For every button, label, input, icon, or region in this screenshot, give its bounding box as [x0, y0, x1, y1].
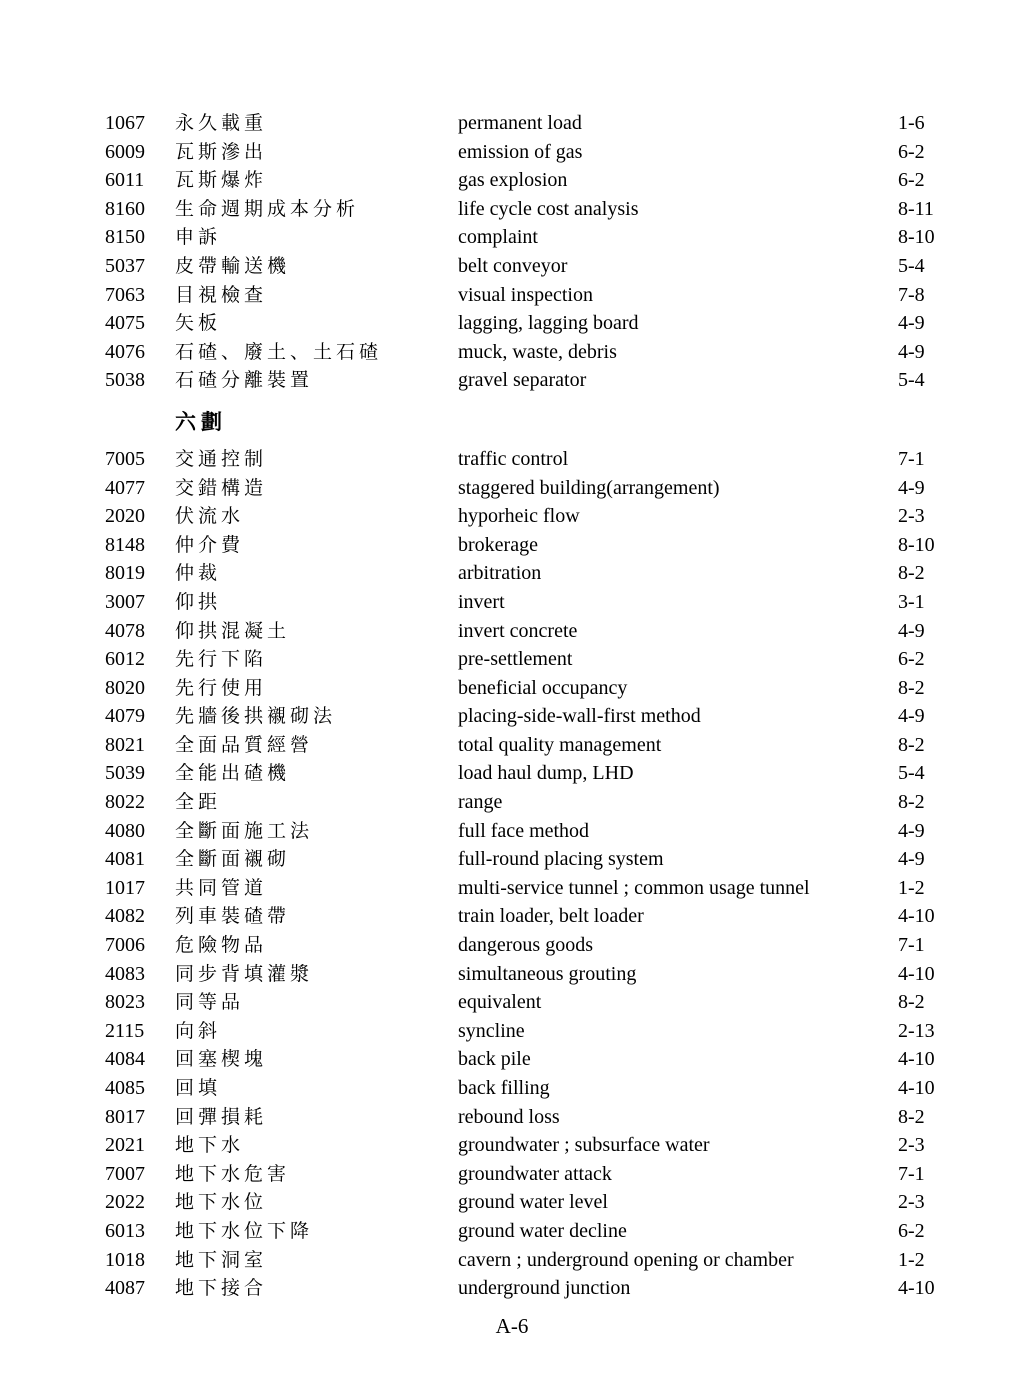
glossary-row: [105, 960, 1014, 989]
term-page-ref: 7-1: [898, 447, 925, 470]
term-english: simultaneous grouting: [458, 962, 637, 985]
glossary-row: [105, 559, 1014, 588]
term-id: 1017: [105, 876, 145, 899]
term-chinese: 永久載重: [175, 113, 268, 134]
glossary-row: [105, 1246, 1014, 1275]
term-english: belt conveyor: [458, 254, 568, 277]
term-id: 4077: [105, 476, 145, 499]
term-english: underground junction: [458, 1277, 631, 1300]
term-id: 7007: [105, 1162, 145, 1185]
term-page-ref: 3-1: [898, 590, 925, 613]
glossary-row: [105, 1188, 1014, 1217]
glossary-row: [105, 1160, 1014, 1189]
glossary-row: [105, 702, 1014, 731]
term-english: permanent load: [458, 112, 582, 134]
term-id: 4078: [105, 619, 145, 642]
term-chinese: 全斷面施工法: [175, 820, 314, 842]
term-id: 2020: [105, 505, 145, 528]
term-id: 6009: [105, 140, 145, 163]
term-chinese: 地下接合: [175, 1278, 268, 1300]
term-english: back pile: [458, 1048, 531, 1071]
term-english: full face method: [458, 819, 590, 842]
term-page-ref: 2-3: [898, 1134, 925, 1157]
term-english: placing-side-wall-first method: [458, 705, 701, 728]
term-page-ref: 4-10: [898, 1048, 935, 1071]
term-id: 7005: [105, 447, 145, 470]
term-english: hyporheic flow: [458, 505, 580, 528]
term-chinese: 列車裝碴帶: [175, 906, 291, 928]
term-chinese: 仲介費: [175, 534, 245, 556]
glossary-row: [105, 931, 1014, 960]
glossary-row: [105, 1103, 1014, 1132]
term-chinese: 地下水: [175, 1135, 245, 1157]
term-page-ref: 1-2: [898, 876, 925, 899]
term-english: load haul dump, LHD: [458, 762, 634, 785]
term-page-ref: 2-13: [898, 1019, 935, 1042]
term-english: rebound loss: [458, 1105, 560, 1128]
term-chinese: 危險物品: [175, 935, 268, 957]
term-chinese: 仰拱混凝土: [175, 620, 291, 642]
term-page-ref: 4-9: [898, 819, 925, 842]
term-id: 6012: [105, 648, 145, 671]
glossary-row: [105, 445, 1014, 474]
glossary-row: [105, 731, 1014, 760]
term-page-ref: 2-3: [898, 505, 925, 528]
term-english: equivalent: [458, 991, 542, 1014]
term-chinese: 瓦斯滲出: [175, 141, 268, 163]
term-page-ref: 2-3: [898, 1191, 925, 1214]
glossary-row: [105, 195, 1014, 224]
term-id: 8150: [105, 226, 145, 249]
glossary-row: [105, 109, 1014, 138]
glossary-row: [105, 474, 1014, 503]
term-page-ref: 1-2: [898, 1248, 925, 1271]
term-chinese: 申訴: [175, 227, 222, 249]
term-id: 4082: [105, 905, 145, 928]
term-id: 4075: [105, 312, 145, 335]
term-chinese: 先行使用: [175, 677, 268, 699]
term-chinese: 石碴分離裝置: [175, 370, 314, 392]
glossary-row: [105, 1274, 1014, 1303]
term-english: gravel separator: [458, 369, 587, 392]
glossary-row: [105, 1017, 1014, 1046]
term-page-ref: 4-10: [898, 1277, 935, 1300]
glossary-row: [105, 588, 1014, 617]
term-english: invert: [458, 590, 505, 613]
glossary-row: [105, 309, 1014, 338]
glossary-row: [105, 988, 1014, 1017]
glossary-row: [105, 1217, 1014, 1246]
term-chinese: 地下水位: [175, 1192, 268, 1214]
term-page-ref: 8-10: [898, 533, 935, 556]
glossary-row: [105, 617, 1014, 646]
term-chinese: 先牆後拱襯砌法: [175, 706, 337, 728]
page-number: A-6: [495, 1314, 529, 1338]
glossary-row: [105, 531, 1014, 560]
term-chinese: 同步背填灌漿: [175, 963, 314, 985]
glossary-row: [105, 223, 1014, 252]
term-english: brokerage: [458, 533, 538, 556]
term-chinese: 向斜: [175, 1020, 222, 1042]
term-id: 6013: [105, 1219, 145, 1242]
term-id: 2021: [105, 1134, 145, 1157]
term-id: 5039: [105, 762, 145, 785]
term-id: 4084: [105, 1048, 145, 1071]
term-id: 3007: [105, 590, 145, 613]
term-id: 5037: [105, 254, 145, 277]
term-id: 8023: [105, 991, 145, 1014]
term-english: beneficial occupancy: [458, 676, 628, 699]
term-chinese: 回彈損耗: [175, 1106, 268, 1128]
term-english: full-round placing system: [458, 848, 664, 871]
term-page-ref: 6-2: [898, 169, 925, 192]
term-page-ref: 5-4: [898, 254, 925, 277]
term-page-ref: 5-4: [898, 369, 925, 392]
term-chinese: 矢板: [175, 313, 222, 335]
glossary-row: [105, 502, 1014, 531]
term-id: 4081: [105, 848, 145, 871]
term-english: syncline: [458, 1019, 525, 1042]
term-chinese: 回塞楔塊: [175, 1049, 268, 1071]
term-id: 8020: [105, 676, 145, 699]
term-english: visual inspection: [458, 283, 593, 306]
stroke-section-header: [175, 407, 1014, 437]
term-english: multi-service tunnel ; common usage tunnel: [458, 876, 810, 899]
term-english: range: [458, 791, 503, 814]
term-english: muck, waste, debris: [458, 340, 617, 363]
glossary-row: [105, 845, 1014, 874]
glossary-row: [105, 645, 1014, 674]
term-id: 4085: [105, 1077, 145, 1099]
stroke-section-label: 六劃: [175, 409, 227, 434]
glossary-row: [105, 902, 1014, 931]
glossary-row: [105, 366, 1014, 395]
term-page-ref: 7-1: [898, 1162, 925, 1185]
glossary-row: [105, 1131, 1014, 1160]
term-english: invert concrete: [458, 619, 578, 642]
glossary-row: [105, 759, 1014, 788]
term-id: 8021: [105, 733, 145, 756]
term-english: total quality management: [458, 733, 662, 756]
term-english: staggered building(arrangement): [458, 476, 720, 499]
term-chinese: 仲裁: [175, 563, 222, 585]
term-page-ref: 8-2: [898, 991, 925, 1014]
term-page-ref: 4-10: [898, 962, 935, 985]
term-page-ref: 1-6: [898, 112, 925, 134]
term-id: 4076: [105, 340, 145, 363]
term-english: gas explosion: [458, 169, 568, 192]
term-id: 5038: [105, 369, 145, 392]
term-page-ref: 4-9: [898, 619, 925, 642]
term-english: groundwater ; subsurface water: [458, 1134, 710, 1157]
term-english: emission of gas: [458, 140, 583, 163]
term-id: 4083: [105, 962, 145, 985]
term-english: life cycle cost analysis: [458, 197, 639, 220]
term-id: 1018: [105, 1248, 145, 1271]
term-id: 4087: [105, 1277, 145, 1300]
term-id: 4080: [105, 819, 145, 842]
term-page-ref: 4-9: [898, 340, 925, 363]
term-english: traffic control: [458, 447, 569, 470]
term-page-ref: 8-11: [898, 197, 934, 220]
term-english: pre-settlement: [458, 648, 573, 671]
term-page-ref: 7-1: [898, 934, 925, 957]
term-page-ref: 8-2: [898, 791, 925, 814]
term-english: lagging, lagging board: [458, 312, 639, 335]
term-page-ref: 8-2: [898, 1105, 925, 1128]
term-chinese: 地下水危害: [175, 1163, 291, 1185]
term-chinese: 交錯構造: [175, 477, 268, 499]
glossary-row: [105, 338, 1014, 367]
glossary-row: [105, 874, 1014, 903]
term-page-ref: 6-2: [898, 1219, 925, 1242]
term-english: train loader, belt loader: [458, 905, 644, 928]
term-id: 1067: [105, 112, 145, 134]
term-chinese: 回填: [175, 1078, 222, 1099]
glossary-table: [105, 109, 1014, 1303]
term-page-ref: 4-9: [898, 312, 925, 335]
term-id: 8017: [105, 1105, 145, 1128]
glossary-row: [105, 166, 1014, 195]
glossary-row: [105, 252, 1014, 281]
term-page-ref: 4-10: [898, 905, 935, 928]
term-chinese: 生命週期成本分析: [175, 198, 360, 220]
term-chinese: 皮帶輸送機: [175, 255, 291, 277]
term-chinese: 同等品: [175, 992, 245, 1014]
term-chinese: 共同管道: [175, 877, 268, 899]
term-id: 4079: [105, 705, 145, 728]
term-page-ref: 5-4: [898, 762, 925, 785]
glossary-row: [105, 674, 1014, 703]
term-chinese: 仰拱: [175, 591, 222, 613]
glossary-row: [105, 817, 1014, 846]
term-chinese: 目視檢查: [175, 284, 268, 306]
term-page-ref: 8-2: [898, 676, 925, 699]
term-page-ref: 8-2: [898, 733, 925, 756]
term-english: cavern ; underground opening or chamber: [458, 1248, 794, 1271]
term-id: 8022: [105, 791, 145, 814]
term-english: dangerous goods: [458, 934, 593, 957]
term-chinese: 全能出碴機: [175, 763, 291, 785]
term-page-ref: 8-2: [898, 562, 925, 585]
term-english: arbitration: [458, 562, 542, 585]
glossary-row: [105, 1074, 1014, 1103]
term-chinese: 瓦斯爆炸: [175, 170, 268, 192]
term-page-ref: 8-10: [898, 226, 935, 249]
term-id: 8148: [105, 533, 145, 556]
term-page-ref: 6-2: [898, 648, 925, 671]
term-chinese: 全距: [175, 792, 222, 814]
term-english: ground water decline: [458, 1219, 627, 1242]
term-id: 7006: [105, 934, 145, 957]
term-chinese: 先行下陷: [175, 649, 268, 671]
term-page-ref: 4-9: [898, 476, 925, 499]
glossary-row: [105, 788, 1014, 817]
term-chinese: 全斷面襯砌: [175, 849, 291, 871]
term-chinese: 交通控制: [175, 448, 268, 470]
term-chinese: 全面品質經營: [175, 734, 314, 756]
glossary-row: [105, 138, 1014, 167]
term-id: 7063: [105, 283, 145, 306]
term-page-ref: 4-9: [898, 705, 925, 728]
term-id: 2115: [105, 1019, 145, 1042]
term-page-ref: 7-8: [898, 283, 925, 306]
term-id: 6011: [105, 169, 145, 192]
term-id: 8160: [105, 197, 145, 220]
term-english: groundwater attack: [458, 1162, 612, 1185]
term-chinese: 伏流水: [175, 506, 245, 528]
term-page-ref: 4-10: [898, 1077, 935, 1099]
term-english: back filling: [458, 1077, 550, 1099]
glossary-row: [105, 281, 1014, 310]
term-page-ref: 6-2: [898, 140, 925, 163]
term-page-ref: 4-9: [898, 848, 925, 871]
glossary-row: [105, 1045, 1014, 1074]
term-chinese: 地下洞室: [175, 1249, 268, 1271]
term-chinese: 地下水位下降: [175, 1220, 314, 1242]
term-chinese: 石碴、廢土、土石碴: [175, 341, 383, 363]
term-id: 2022: [105, 1191, 145, 1214]
term-english: complaint: [458, 226, 538, 249]
term-english: ground water level: [458, 1191, 608, 1214]
term-id: 8019: [105, 562, 145, 585]
